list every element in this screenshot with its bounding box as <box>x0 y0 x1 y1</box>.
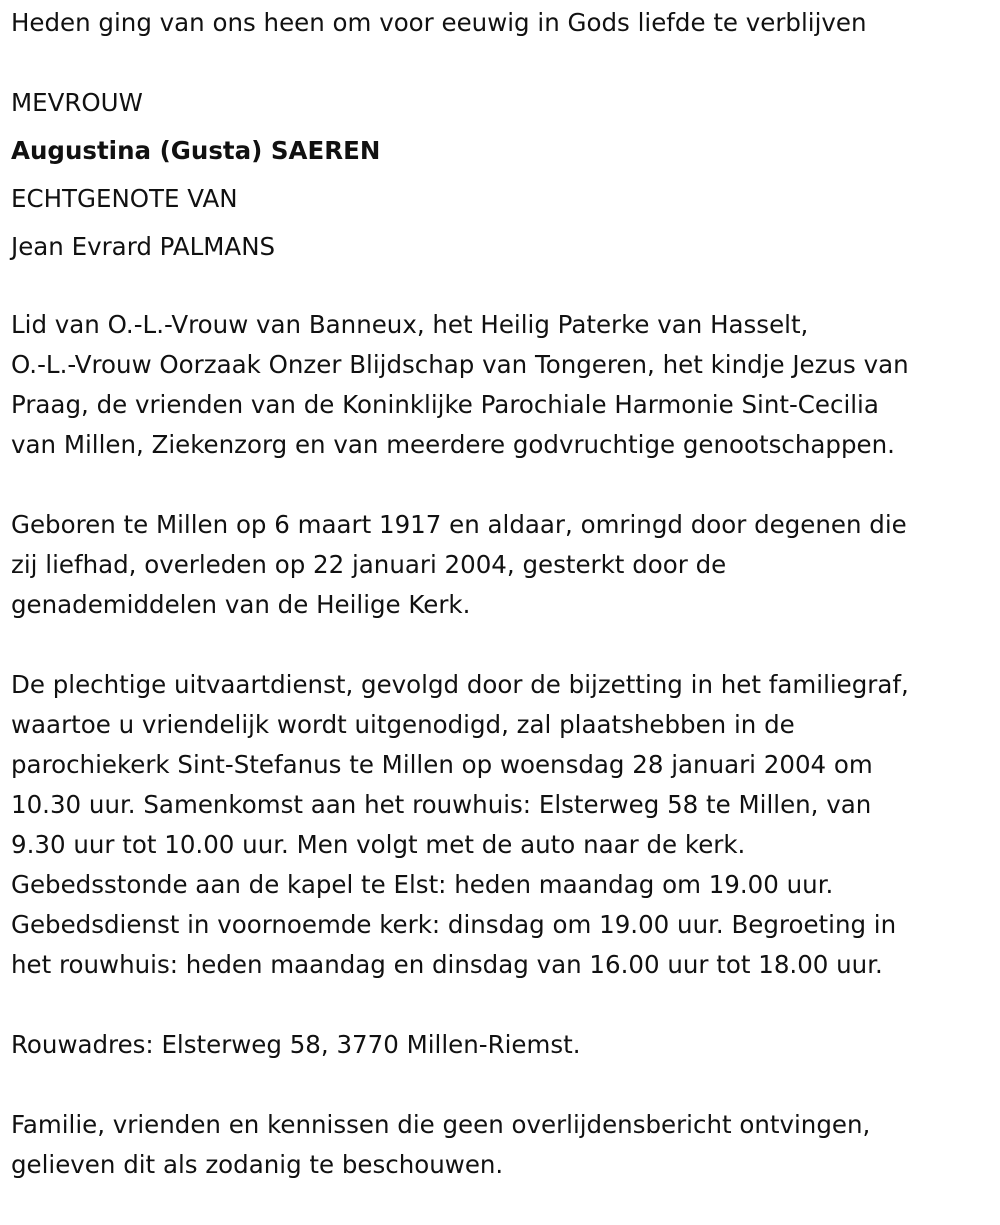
birth-death-line: zij liefhad, overleden op 22 januari 2004, gesterkt door de <box>11 550 727 579</box>
funeral-paragraph <box>11 665 996 985</box>
closing-paragraph <box>11 1105 996 1185</box>
intro-text: Heden ging van ons heen om voor eeuwig in Gods liefde te verblijven <box>11 8 867 37</box>
funeral-line: het rouwhuis: heden maandag en dinsdag van 16.00 uur tot 18.00 uur. <box>11 950 883 979</box>
closing-line: gelieven dit als zodanig te beschouwen. <box>11 1150 504 1179</box>
closing-line: Familie, vrienden en kennissen die geen overlijdensbericht ontvingen, <box>11 1110 871 1139</box>
funeral-line: Gebedsstonde aan de kapel te Elst: heden maandag om 19.00 uur. <box>11 870 834 899</box>
membership-line: van Millen, Ziekenzorg en van meerdere godvruchtige genootschappen. <box>11 430 895 459</box>
mourning-address: Rouwadres: Elsterweg 58, 3770 Millen-Riemst. <box>11 1030 581 1059</box>
birth-death-paragraph <box>11 505 996 625</box>
deceased-name: Augustina (Gusta) SAEREN <box>11 136 381 165</box>
spouse-name: Jean Evrard PALMANS <box>11 232 276 261</box>
address-paragraph <box>11 1025 996 1065</box>
membership-line: O.-L.-Vrouw Oorzaak Onzer Blijdschap van Tongeren, het kindje Jezus van <box>11 350 909 379</box>
funeral-line: 10.30 uur. Samenkomst aan het rouwhuis: Elsterweg 58 te Millen, van <box>11 790 872 819</box>
funeral-line: Gebedsdienst in voornoemde kerk: dinsdag om 19.00 uur. Begroeting in <box>11 910 897 939</box>
deceased-title: MEVROUW <box>11 88 143 117</box>
funeral-line: De plechtige uitvaartdienst, gevolgd door de bijzetting in het familiegraf, <box>11 670 909 699</box>
relation-label: ECHTGENOTE VAN <box>11 184 238 213</box>
membership-line: Praag, de vrienden van de Koninklijke Parochiale Harmonie Sint-Cecilia <box>11 390 879 419</box>
membership-line: Lid van O.-L.-Vrouw van Banneux, het Heilig Paterke van Hasselt, <box>11 310 809 339</box>
funeral-line: parochiekerk Sint-Stefanus te Millen op woensdag 28 januari 2004 om <box>11 750 873 779</box>
obituary-document <box>11 3 996 1225</box>
funeral-line: 9.30 uur tot 10.00 uur. Men volgt met de auto naar de kerk. <box>11 830 746 859</box>
birth-death-line: Geboren te Millen op 6 maart 1917 en aldaar, omringd door degenen die <box>11 510 907 539</box>
birth-death-line: genademiddelen van de Heilige Kerk. <box>11 590 471 619</box>
membership-paragraph <box>11 305 996 465</box>
funeral-line: waartoe u vriendelijk wordt uitgenodigd, zal plaatshebben in de <box>11 710 795 739</box>
deceased-block <box>11 79 996 271</box>
intro-paragraph <box>11 3 996 43</box>
